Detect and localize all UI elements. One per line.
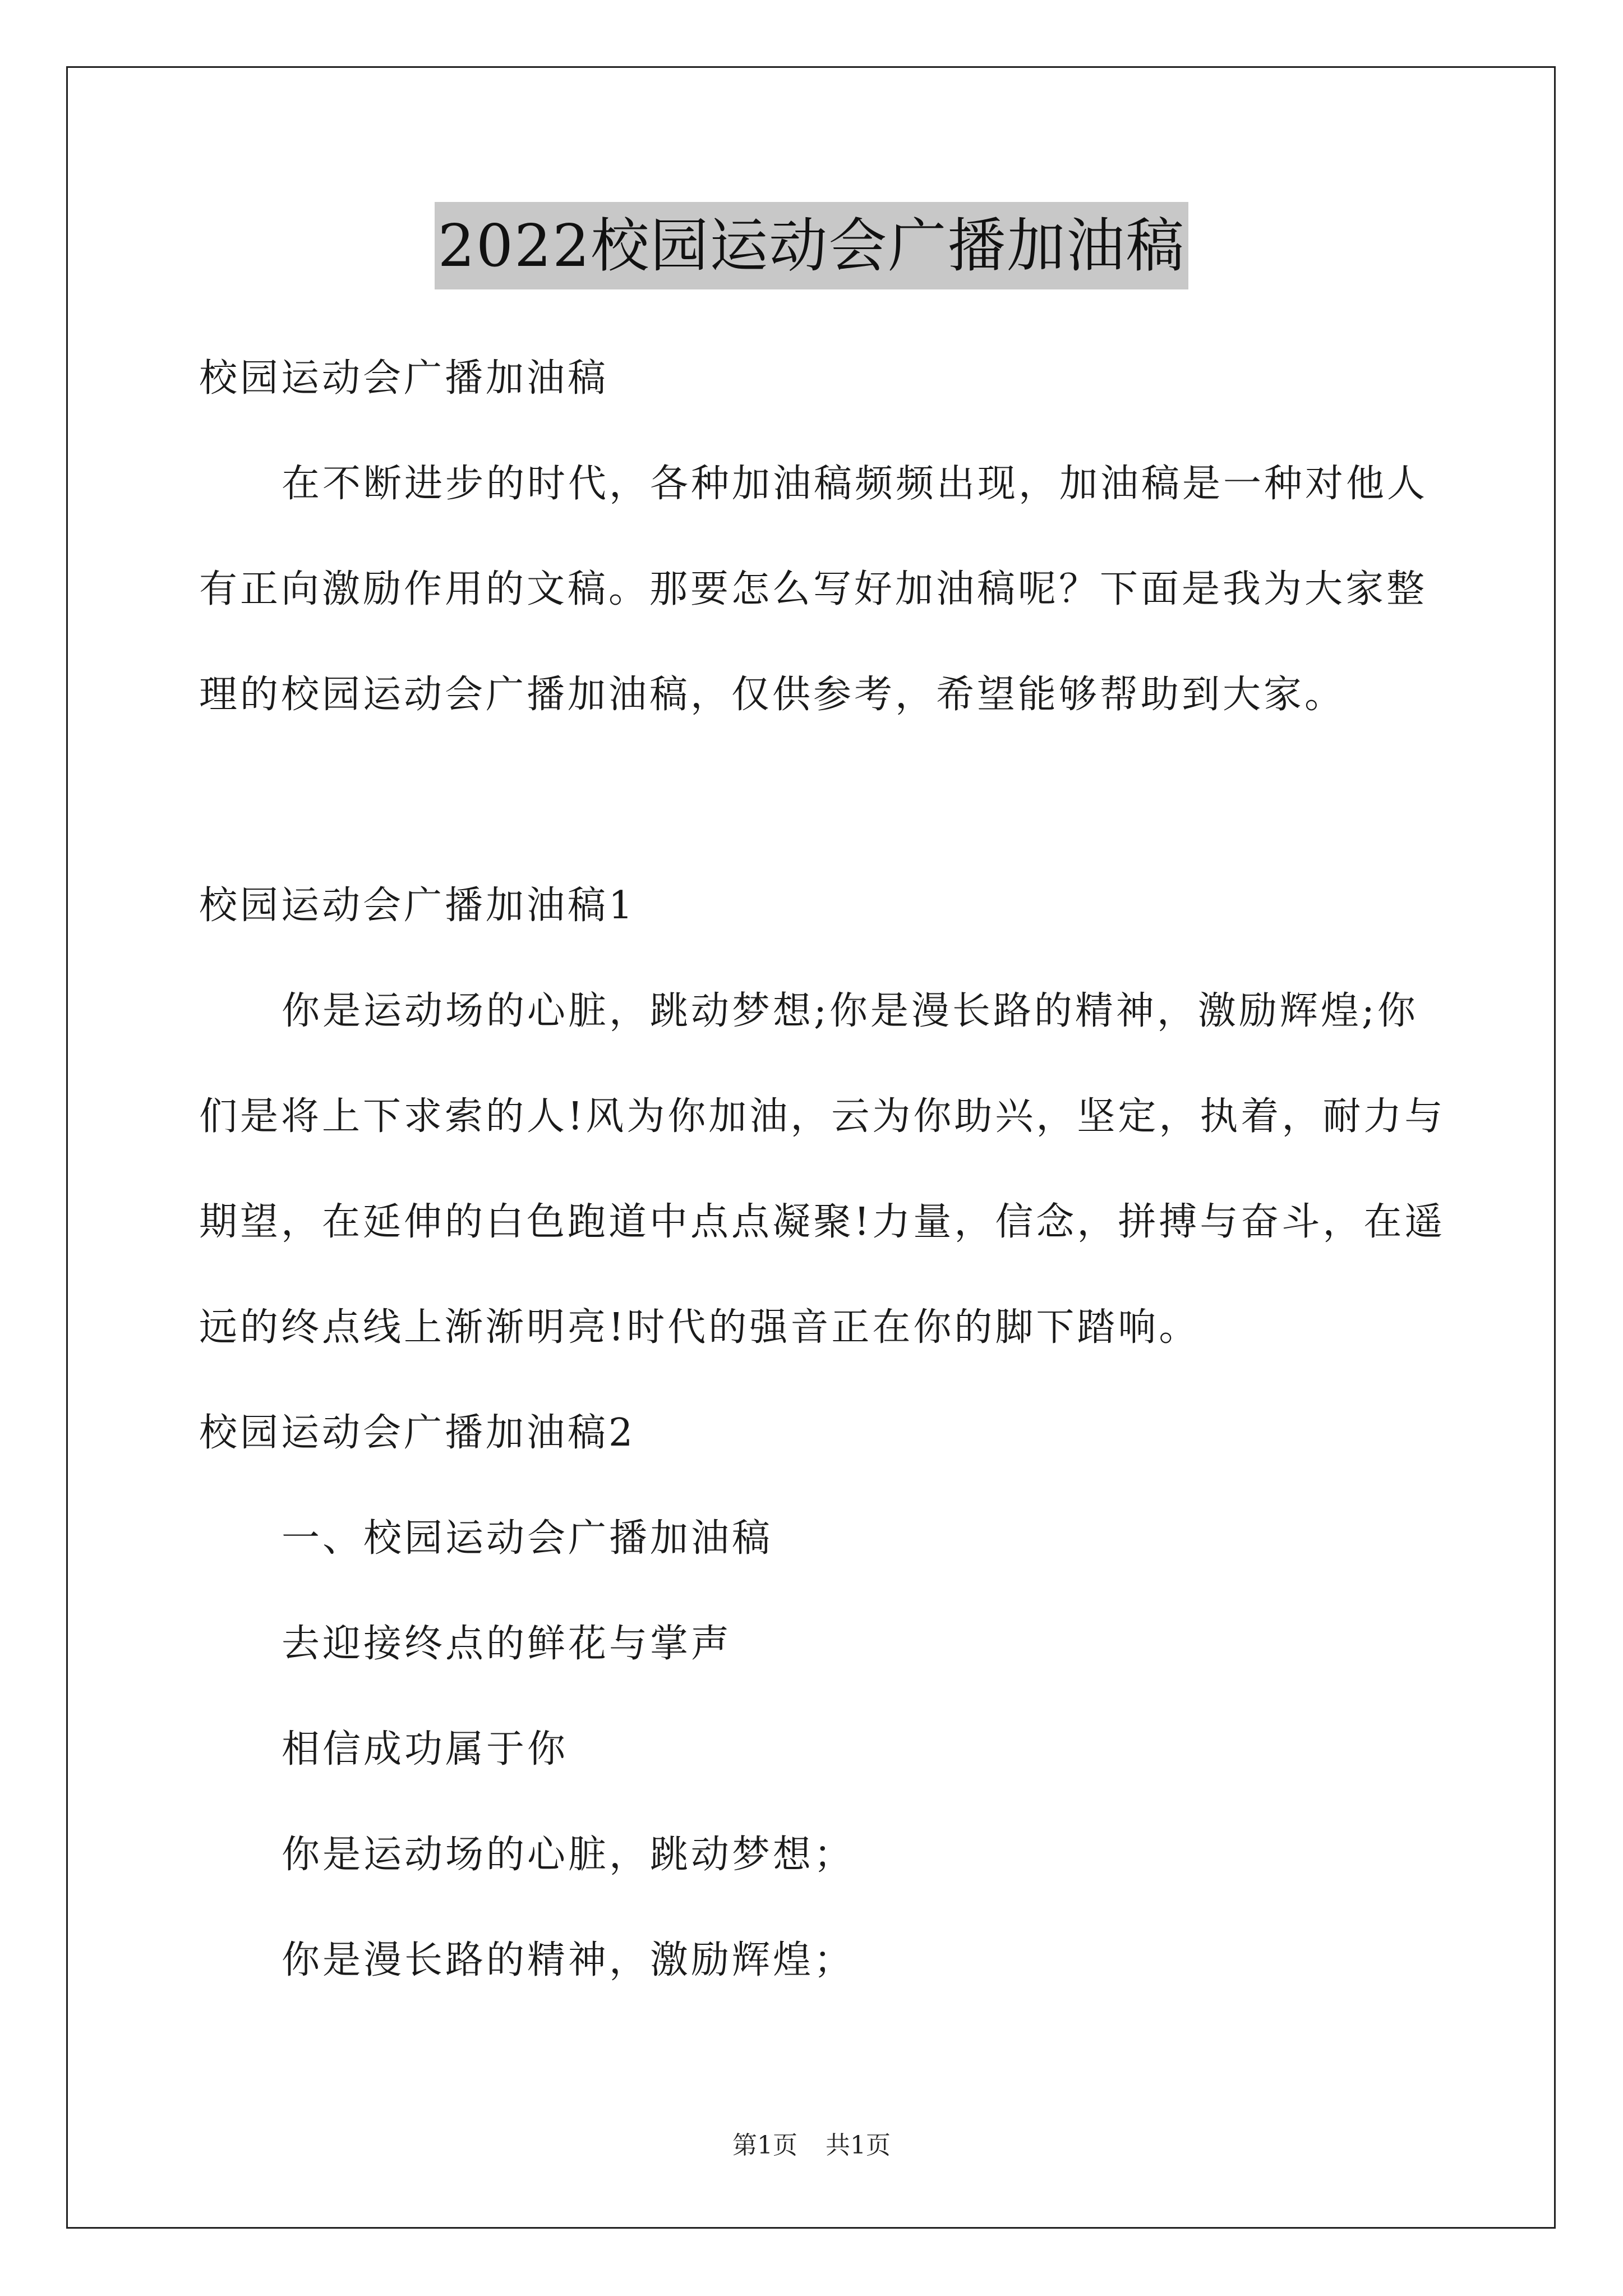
section2-line: 你是运动场的心脏，跳动梦想； [282,1833,855,1877]
intro-line: 有正向激励作用的文稿。那要怎么写好加油稿呢？下面是我为大家整 [199,567,1428,611]
section1-line: 们是将上下求索的人!风为你加油，云为你助兴，坚定，执着，耐力与 [199,1094,1446,1139]
section2-line: 去迎接终点的鲜花与掌声 [282,1622,732,1666]
section1-line: 你是运动场的心脏，跳动梦想;你是漫长路的精神，激励辉煌;你 [282,989,1418,1033]
page-footer [0,2129,1623,2162]
section2-line: 你是漫长路的精神，激励辉煌； [282,1938,855,1982]
title-container [0,202,1623,289]
page-total: 共1页 [826,2131,891,2160]
page-number: 第1页 [732,2131,797,2160]
document-title: 2022校园运动会广播加油稿 [435,202,1189,289]
main-heading: 校园运动会广播加油稿 [199,356,609,401]
section2-line: 相信成功属于你 [282,1727,569,1772]
section1-heading: 校园运动会广播加油稿1 [199,884,636,928]
intro-line: 理的校园运动会广播加油稿，仅供参考，希望能够帮助到大家。 [199,673,1346,717]
section1-line: 期望，在延伸的白色跑道中点点凝聚!力量，信念，拼搏与奋斗，在遥 [199,1200,1446,1244]
section2-heading: 校园运动会广播加油稿2 [199,1411,636,1455]
section2-line: 一、校园运动会广播加油稿 [282,1516,773,1561]
section1-line: 远的终点线上渐渐明亮!时代的强音正在你的脚下踏响。 [199,1305,1200,1350]
intro-line: 在不断进步的时代，各种加油稿频频出现，加油稿是一种对他人 [282,462,1428,506]
